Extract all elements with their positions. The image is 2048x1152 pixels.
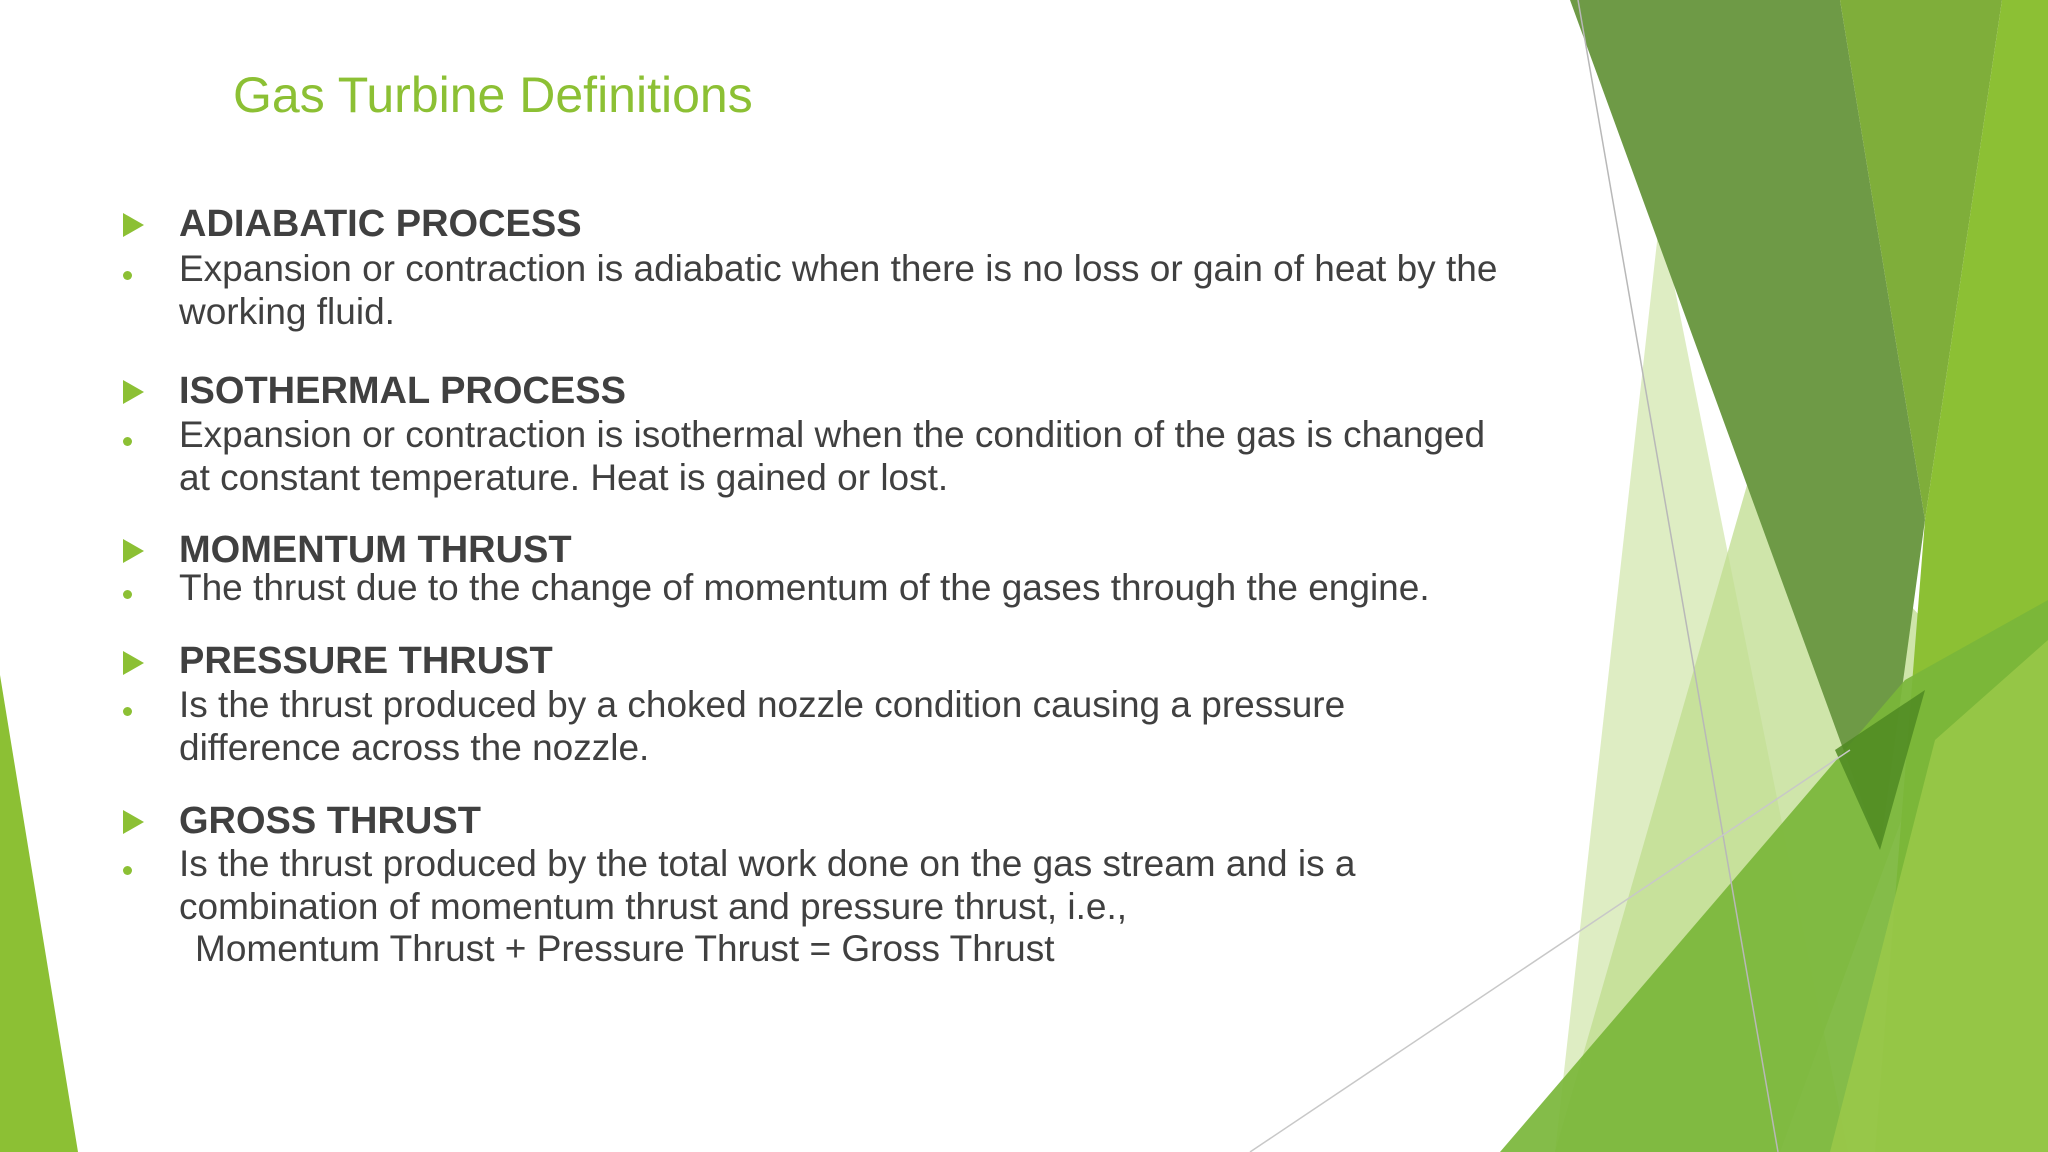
definition-heading: ADIABATIC PROCESS: [179, 203, 582, 245]
gross-thrust-formula: Momentum Thrust + Pressure Thrust = Gross Thrust: [195, 928, 1055, 969]
definition-heading: MOMENTUM THRUST: [179, 529, 572, 571]
dot-bullet-icon: [123, 271, 132, 280]
triangle-arrow-icon: [123, 213, 144, 237]
slide-title: Gas Turbine Definitions: [233, 67, 753, 123]
definition-heading: PRESSURE THRUST: [179, 640, 553, 682]
definition-text: Expansion or contraction is adiabatic when there is no loss or gain of heat by the working fluid.: [179, 248, 1498, 332]
definition-heading: ISOTHERMAL PROCESS: [179, 370, 626, 412]
definition-heading: GROSS THRUST: [179, 800, 481, 842]
triangle-arrow-icon: [123, 539, 144, 563]
triangle-arrow-icon: [123, 810, 144, 834]
definition-text: The thrust due to the change of momentum of the gases through the engine.: [179, 567, 1430, 608]
definition-text: Is the thrust produced by a choked nozzle condition causing a pressure difference across the nozzle.: [179, 684, 1346, 768]
dot-bullet-icon: [123, 437, 132, 446]
dot-bullet-icon: [123, 707, 132, 716]
definition-text: Expansion or contraction is isothermal when the condition of the gas is changed at constant temperature. Heat is gained or lost.: [179, 414, 1486, 498]
triangle-arrow-icon: [123, 380, 144, 404]
dot-bullet-icon: [123, 590, 132, 599]
definition-text: Is the thrust produced by the total work done on the gas stream and is a combination of momentum thrust and pressure thrust, i.e.,: [179, 843, 1356, 927]
dot-bullet-icon: [123, 866, 132, 875]
triangle-arrow-icon: [123, 651, 144, 675]
left-green-sliver: [0, 675, 78, 1152]
